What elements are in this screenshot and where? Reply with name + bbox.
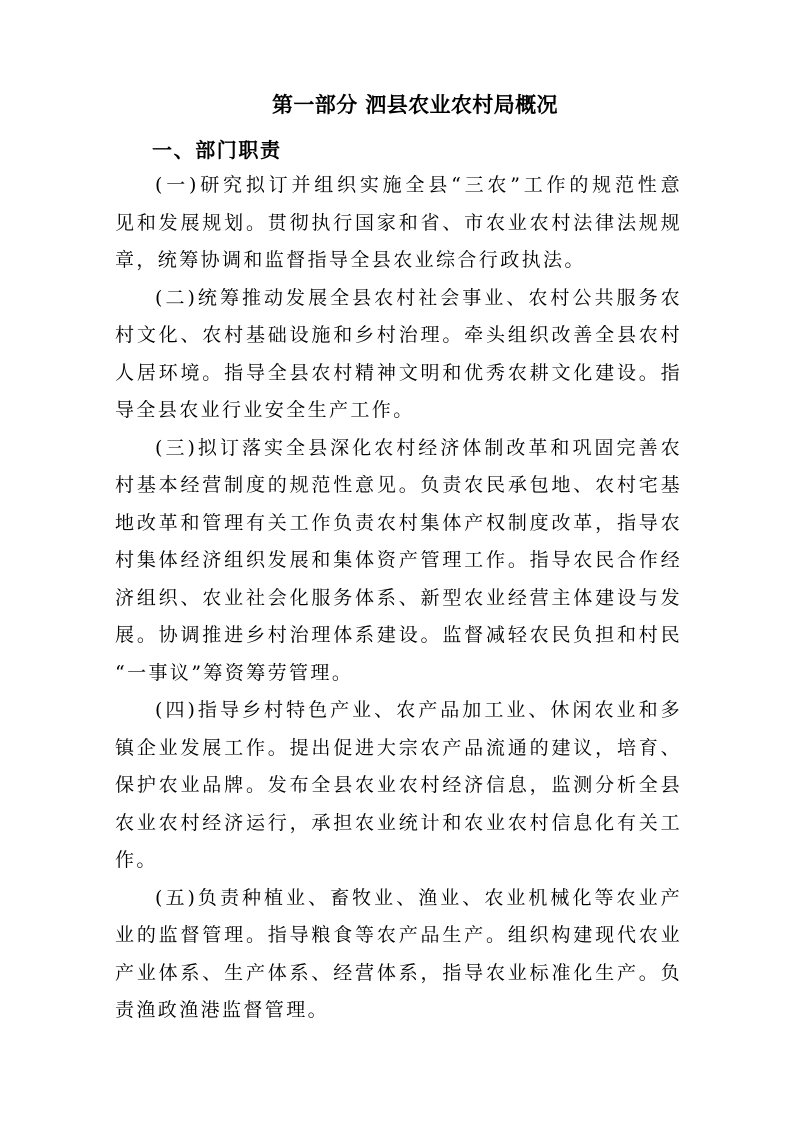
paragraph-line: (四)指导乡村特色产业、农产品加工业、休闲农业和多 (155, 699, 682, 721)
paragraph-line: 村基本经营制度的规范性意见。负责农民承包地、农村宅基 (115, 474, 682, 496)
paragraph-4 (115, 692, 682, 880)
paragraph-line: “一事议”筹资筹劳管理。 (115, 661, 354, 684)
paragraph-line: 保护农业品牌。发布全县农业农村经济信息，监测分析全县 (115, 774, 682, 796)
paragraph-line: 镇企业发展工作。提出促进大宗农产品流通的建议，培育、 (115, 736, 682, 759)
paragraph-2 (115, 280, 682, 430)
paragraph-line: 见和发展规划。贯彻执行国家和省、市农业农村法律法规规 (115, 211, 682, 234)
paragraph-line: (二)统筹推动发展全县农村社会事业、农村公共服务农 (155, 286, 682, 309)
paragraph-3 (115, 430, 682, 693)
paragraph-line: 责渔政渔港监督管理。 (115, 999, 330, 1021)
paragraph-line: 章，统筹协调和监督指导全县农业综合行政执法。 (115, 249, 586, 271)
paragraph-line: 作。 (115, 849, 158, 871)
page-title: 第一部分 泗县农业农村局概况 (272, 93, 558, 117)
section-body (115, 167, 682, 1030)
paragraph-line: 人居环境。指导全县农村精神文明和优秀农耕文化建设。指 (115, 361, 682, 384)
section-heading: 一、部门职责 (152, 138, 282, 162)
paragraph-line: 导全县农业行业安全生产工作。 (115, 399, 415, 421)
paragraph-line: 村集体经济组织发展和集体资产管理工作。指导农民合作经 (115, 549, 682, 571)
paragraph-line: 济组织、农业社会化服务体系、新型农业经营主体建设与发 (115, 586, 682, 609)
paragraph-line: 展。协调推进乡村治理体系建设。监督减轻农民负担和村民 (115, 624, 682, 646)
paragraph-line: (一)研究拟订并组织实施全县“三农”工作的规范性意 (155, 174, 682, 196)
paragraph-line: (三)拟订落实全县深化农村经济体制改革和巩固完善农 (155, 436, 682, 459)
paragraph-line: (五)负责种植业、畜牧业、渔业、农业机械化等农业产 (155, 886, 682, 909)
paragraph-line: 业的监督管理。指导粮食等农产品生产。组织构建现代农业 (115, 924, 682, 946)
paragraph-line: 村文化、农村基础设施和乡村治理。牵头组织改善全县农村 (115, 324, 682, 346)
paragraph-line: 产业体系、生产体系、经营体系，指导农业标准化生产。负 (115, 961, 682, 984)
paragraph-5 (115, 880, 682, 1030)
paragraph-line: 地改革和管理有关工作负责农村集体产权制度改革，指导农 (115, 511, 682, 534)
paragraph-1 (115, 167, 682, 280)
paragraph-line: 农业农村经济运行，承担农业统计和农业农村信息化有关工 (115, 811, 682, 834)
